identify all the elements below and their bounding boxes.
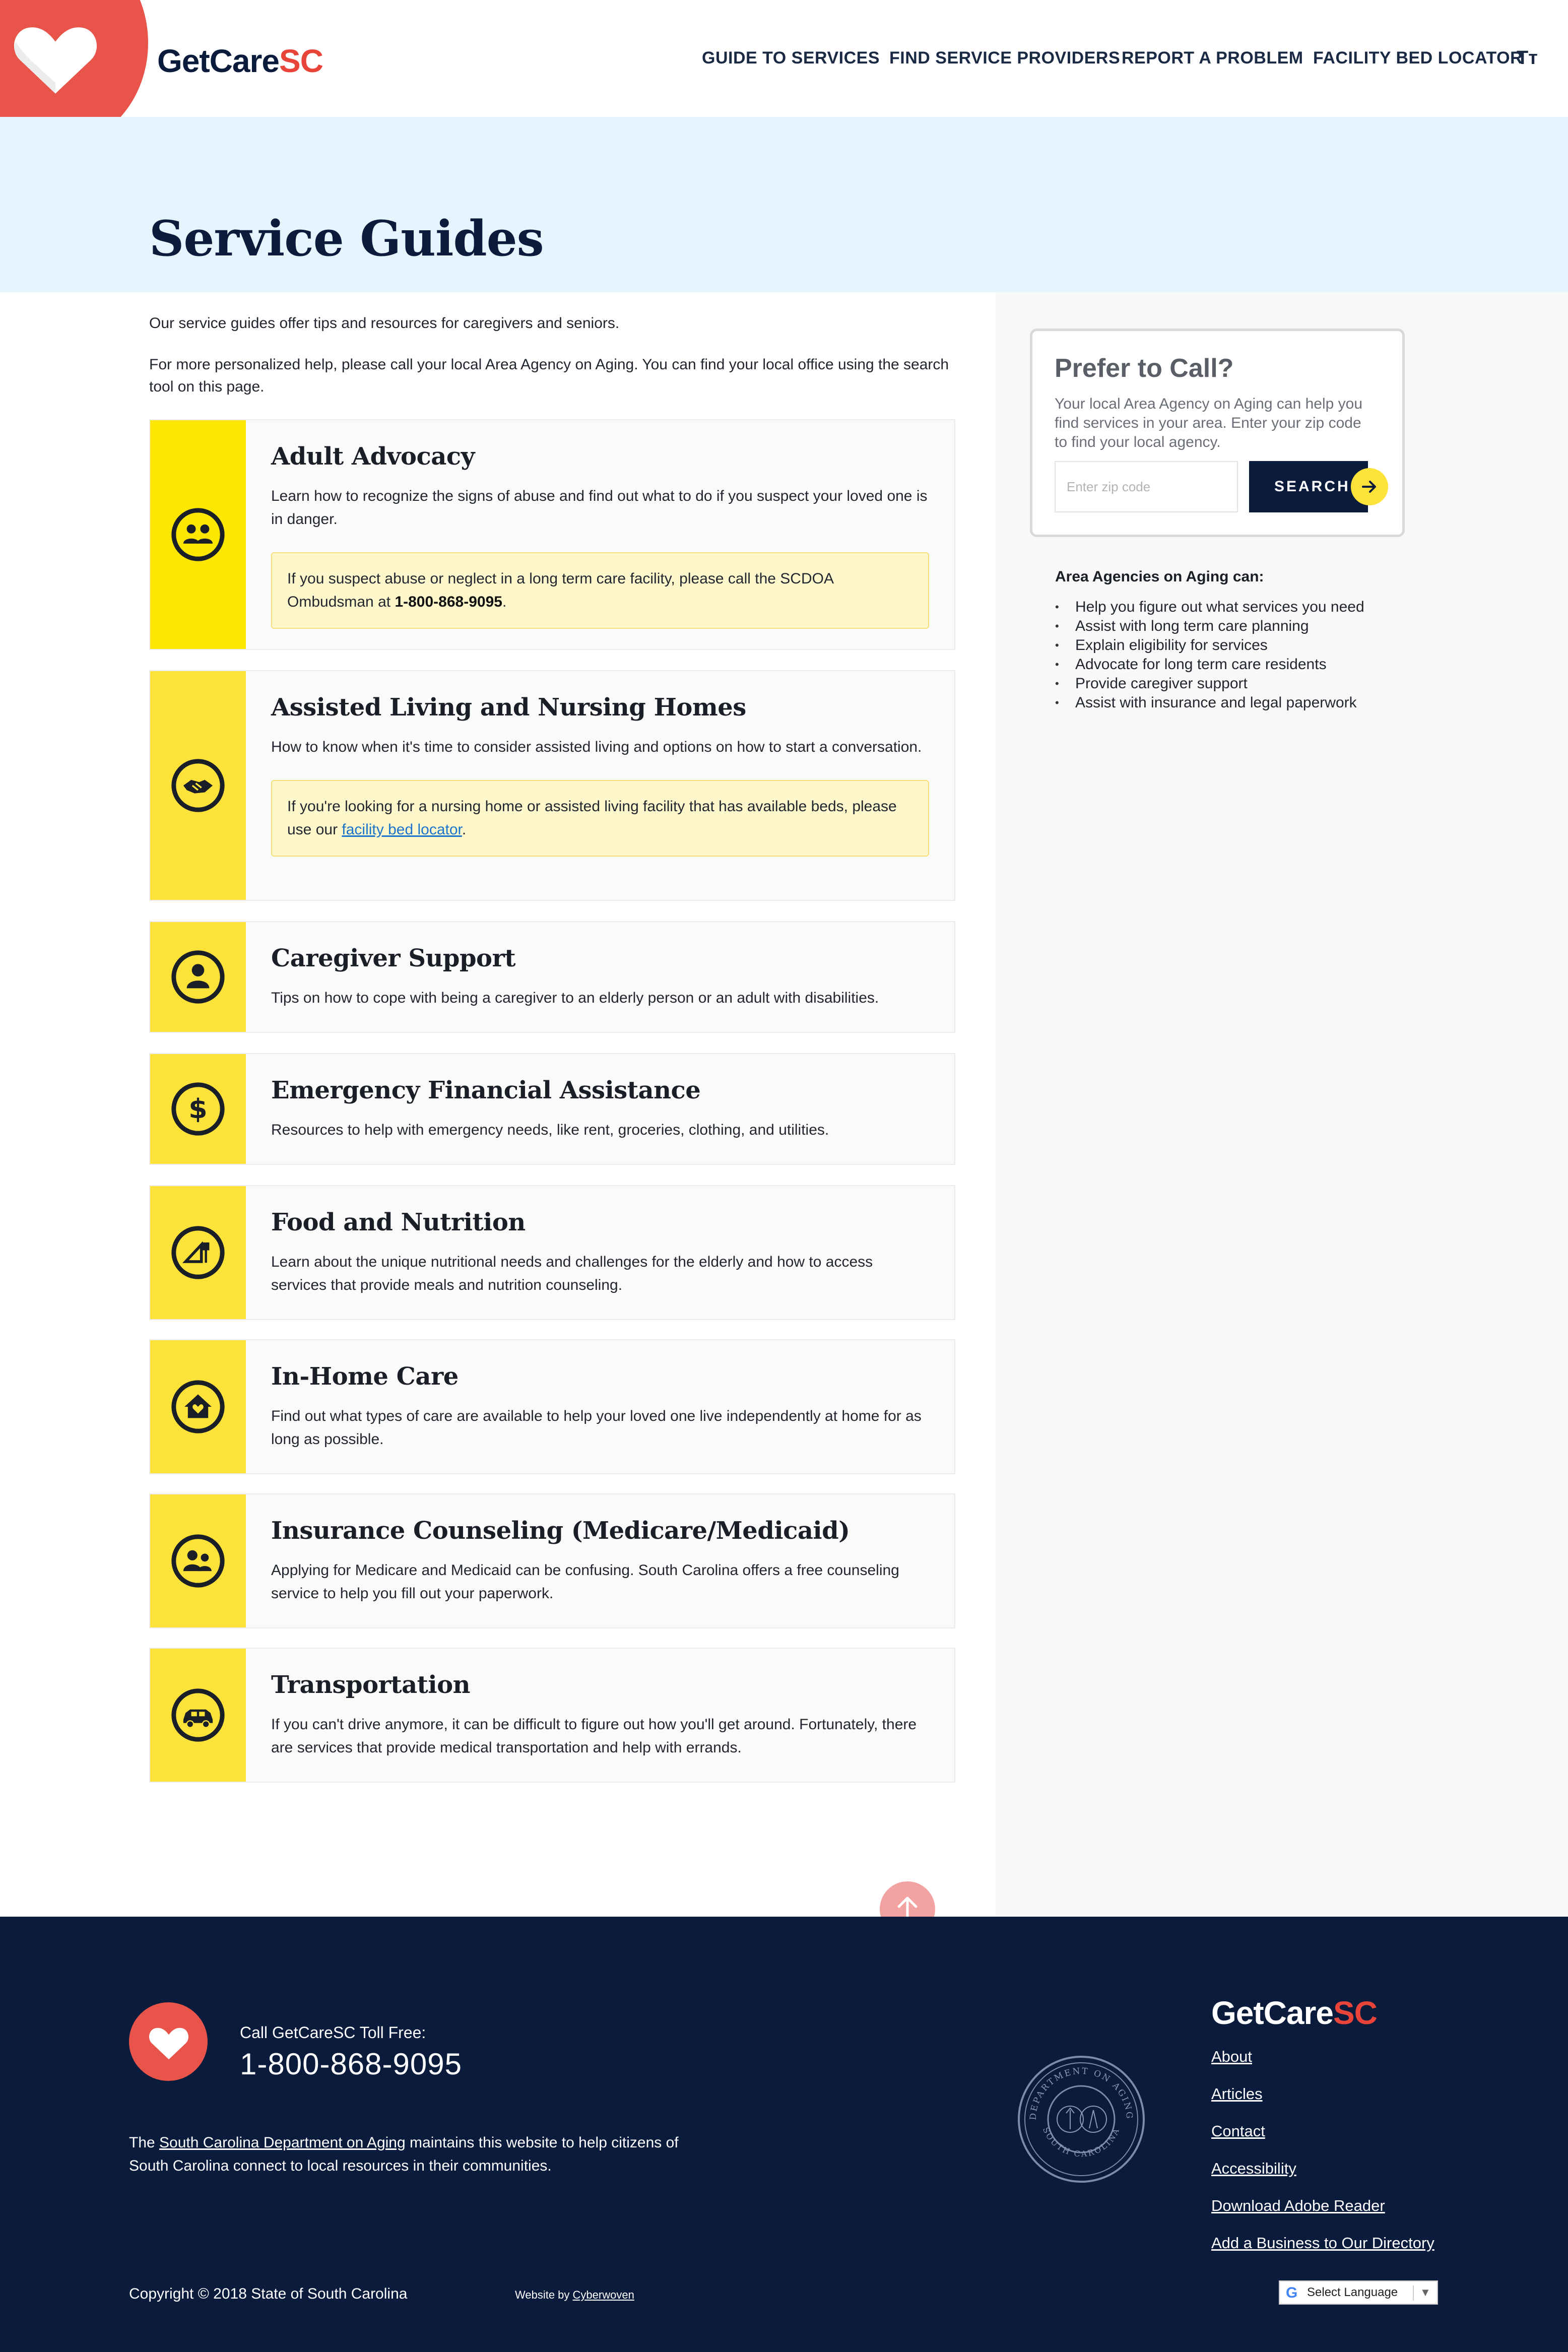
list-item: • Assist with insurance and legal paperwork xyxy=(1055,693,1388,712)
card-title: Adult Advocacy xyxy=(271,442,475,471)
card-icon-panel xyxy=(150,1054,246,1164)
card-body xyxy=(271,442,929,629)
card-description: Resources to help with emergency needs, like rent, groceries, clothing, and utilities. xyxy=(271,1122,829,1138)
card-body xyxy=(271,944,929,1010)
card-title: Caregiver Support xyxy=(271,944,516,972)
list-item: • Advocate for long term care residents xyxy=(1055,655,1388,674)
site-header xyxy=(0,0,1568,117)
card-icon-panel xyxy=(150,1186,246,1319)
card-title: Insurance Counseling (Medicare/Medicaid) xyxy=(271,1517,850,1545)
facility-bed-locator-link[interactable]: facility bed locator xyxy=(342,821,462,838)
site-footer xyxy=(0,1917,1568,2352)
footer-link-about[interactable]: About xyxy=(1211,2048,1253,2065)
card-title: Emergency Financial Assistance xyxy=(271,1076,701,1104)
credit-prefix: Website by xyxy=(515,2289,573,2301)
page-title: Service Guides xyxy=(149,210,544,267)
guide-card-insurance-counseling[interactable] xyxy=(149,1493,955,1628)
list-item: • Help you figure out what services you need xyxy=(1055,598,1388,617)
seal-bottom-text: SOUTH CAROLINA xyxy=(1040,2126,1122,2159)
card-icon-panel xyxy=(150,1494,246,1627)
footer-call-label: Call GetCareSC Toll Free: xyxy=(240,2023,426,2042)
about-suffix: maintains this website to help citizens of South Carolina connect to local resources in their communities. xyxy=(129,2134,679,2174)
intro-paragraph: For more personalized help, please call your local Area Agency on Aging. You can find your local office using the search tool on this page. xyxy=(149,356,949,395)
footer-link-add-business[interactable]: Add a Business to Our Directory xyxy=(1211,2234,1434,2252)
food-icon xyxy=(170,1224,226,1281)
footer-about xyxy=(129,2131,713,2178)
card-icon-panel xyxy=(150,1340,246,1473)
card-title: Food and Nutrition xyxy=(271,1208,526,1236)
guide-card-adult-advocacy[interactable] xyxy=(149,419,955,650)
card-title: Transportation xyxy=(271,1671,470,1699)
footer-logo-text[interactable] xyxy=(1211,1994,1377,2032)
card-body xyxy=(271,1362,929,1451)
card-description: If you can't drive anymore, it can be difficult to figure out how you'll get around. Fortunately, there are services that provide medical transportation and help with errands. xyxy=(271,1716,917,1756)
card-note xyxy=(271,780,929,857)
nav-find-service-providers[interactable]: FIND SERVICE PROVIDERS xyxy=(889,48,1121,68)
about-prefix: The xyxy=(129,2134,160,2151)
dollar-icon xyxy=(170,1081,226,1137)
language-select-label: Select Language xyxy=(1307,2285,1398,2299)
card-body xyxy=(271,1671,929,1759)
card-title: Assisted Living and Nursing Homes xyxy=(271,693,746,722)
card-icon-panel xyxy=(150,922,246,1032)
footer-link-adobe-reader[interactable]: Download Adobe Reader xyxy=(1211,2197,1385,2214)
guide-card-in-home-care[interactable] xyxy=(149,1339,955,1474)
card-icon-panel xyxy=(150,671,246,900)
footer-copyright: Copyright © 2018 State of South Carolina xyxy=(129,2285,408,2302)
footer-links xyxy=(1211,2048,1434,2271)
aaa-list xyxy=(1055,598,1388,712)
list-item: • Assist with long term care planning xyxy=(1055,617,1388,636)
card-title: In-Home Care xyxy=(271,1362,459,1391)
heart-icon xyxy=(10,20,101,101)
aaa-heading: Area Agencies on Aging can: xyxy=(1055,568,1264,585)
car-icon xyxy=(170,1687,226,1743)
card-description: Find out what types of care are available to help your loved one live independently at home for as long as possible. xyxy=(271,1408,922,1448)
home-care-icon xyxy=(170,1379,226,1435)
intro-paragraph: Our service guides offer tips and resources for caregivers and seniors. xyxy=(149,315,620,332)
nav-report-a-problem[interactable]: REPORT A PROBLEM xyxy=(1122,48,1303,68)
nav-facility-bed-locator[interactable]: FACILITY BED LOCATOR xyxy=(1313,48,1523,68)
guide-card-food-nutrition[interactable] xyxy=(149,1185,955,1320)
card-icon-panel xyxy=(150,1649,246,1782)
footer-credit xyxy=(515,2289,634,2302)
card-body xyxy=(271,1517,929,1605)
language-divider xyxy=(1413,2285,1414,2301)
card-icon-panel xyxy=(150,420,246,649)
card-description: Learn about the unique nutritional needs and challenges for the elderly and how to access services that provide meals and nutrition counseling. xyxy=(271,1254,873,1293)
card-body xyxy=(271,1076,929,1142)
chevron-down-icon: ▼ xyxy=(1420,2286,1431,2299)
list-item: • Provide caregiver support xyxy=(1055,674,1388,693)
guide-card-emergency-financial[interactable] xyxy=(149,1053,955,1165)
guide-card-assisted-living[interactable] xyxy=(149,670,955,901)
site-logo-text[interactable] xyxy=(157,42,323,80)
handshake-icon xyxy=(170,757,226,814)
call-box-text: Your local Area Agency on Aging can help you find services in your area. Enter your zip code to find your local agency. xyxy=(1055,396,1363,450)
card-description: Tips on how to cope with being a caregiver to an elderly person or an adult with disabilities. xyxy=(271,990,879,1006)
scdoa-link[interactable]: South Carolina Department on Aging xyxy=(159,2134,406,2151)
note-text: If you suspect abuse or neglect in a long term care facility, please call the SCDOA Ombudsman at xyxy=(287,570,833,610)
svg-text:SOUTH CAROLINA xyxy=(1041,2126,1122,2159)
card-description: Learn how to recognize the signs of abuse and find out what to do if you suspect your loved one is in danger. xyxy=(271,488,928,528)
card-body xyxy=(271,1208,929,1297)
heart-icon xyxy=(146,2024,191,2063)
list-item: • Explain eligibility for services xyxy=(1055,636,1388,655)
footer-link-accessibility[interactable]: Accessibility xyxy=(1211,2160,1296,2177)
ombudsman-phone[interactable]: 1-800-868-9095 xyxy=(395,594,502,610)
logo-accent: SC xyxy=(279,43,323,79)
note-text: If you're looking for a nursing home or assisted living facility that has available beds, please use our xyxy=(287,798,897,838)
card-description: How to know when it's time to consider assisted living and options on how to start a conversation. xyxy=(271,739,922,755)
zip-search-button[interactable]: SEARCH xyxy=(1249,461,1368,512)
language-select[interactable] xyxy=(1279,2280,1438,2305)
zip-code-input[interactable] xyxy=(1055,461,1238,512)
call-box-title: Prefer to Call? xyxy=(1055,354,1234,383)
google-icon: G xyxy=(1286,2284,1298,2301)
note-end: . xyxy=(462,821,467,838)
counseling-icon xyxy=(170,1533,226,1589)
svg-text:$: $ xyxy=(188,1092,208,1125)
department-seal-icon xyxy=(1016,2054,1147,2185)
footer-phone[interactable]: 1-800-868-9095 xyxy=(240,2047,463,2081)
card-note xyxy=(271,552,929,629)
logo-main: GetCare xyxy=(1211,1995,1333,2031)
people-group-icon xyxy=(170,506,226,563)
person-icon xyxy=(170,949,226,1005)
card-body xyxy=(271,693,929,857)
note-end: . xyxy=(502,594,507,610)
footer-link-contact[interactable]: Contact xyxy=(1211,2122,1265,2140)
footer-logo-badge xyxy=(129,2002,208,2081)
text-size-icon[interactable]: Tт xyxy=(1517,47,1538,69)
page-hero xyxy=(0,117,1568,292)
seal-top-text: DEPARTMENT ON AGING xyxy=(1028,2066,1135,2121)
logo-accent: SC xyxy=(1333,1995,1377,2031)
guide-card-transportation[interactable] xyxy=(149,1648,955,1783)
nav-guide-to-services[interactable]: GUIDE TO SERVICES xyxy=(702,48,880,68)
card-description: Applying for Medicare and Medicaid can be confusing. South Carolina offers a free counseling service to help you fill out your paperwork. xyxy=(271,1562,899,1602)
cyberwoven-link[interactable]: Cyberwoven xyxy=(572,2289,634,2301)
logo-main: GetCare xyxy=(157,43,279,79)
footer-link-articles[interactable]: Articles xyxy=(1211,2085,1263,2103)
prefer-to-call-box xyxy=(1030,329,1405,537)
guide-card-caregiver-support[interactable] xyxy=(149,921,955,1033)
arrow-right-icon[interactable] xyxy=(1351,468,1388,505)
